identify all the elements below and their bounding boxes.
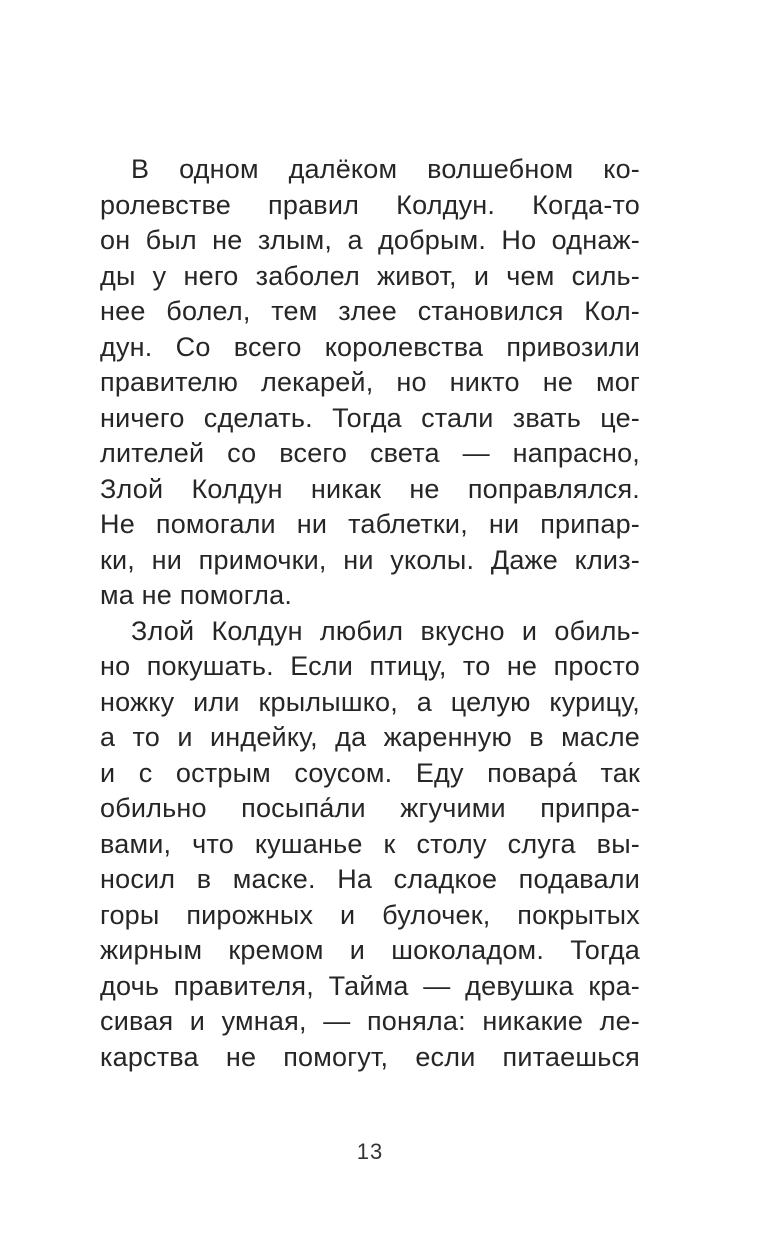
text-line: В одном далёком волшебном ко- [131, 154, 640, 184]
text-line: карства не помогут, если питаешься [100, 1041, 640, 1072]
text-line: нее болел, тем злее становился Кол- [100, 296, 640, 326]
text-line: ки, ни примочки, ни уколы. Даже клиз- [100, 544, 640, 575]
text-line: ды у него заболел живот, и чем силь- [100, 260, 640, 291]
text-line: сивая и умная, — поняла: никакие ле- [100, 1006, 640, 1036]
text-line-paragraph-start: Злой Колдун любил вкусно и обиль- [131, 615, 640, 646]
text-line: дочь правителя, Тайма — девушка кра- [100, 970, 640, 1001]
text-line: лителей со всего света — напрасно, [100, 438, 640, 468]
text-line: жирным кремом и шоколадом. Тогда [100, 935, 640, 965]
text-line: ничего сделать. Тогда стали звать це- [100, 402, 640, 433]
text-line: но покушать. Если птицу, то не просто [100, 651, 640, 681]
page-text-block [100, 152, 640, 1075]
text-line: Не помогали ни таблетки, ни припар- [100, 509, 640, 539]
text-line: вами, что кушанье к столу слуга вы- [100, 828, 640, 859]
text-line: обильно посыпа́ли жгучими припра- [100, 793, 640, 823]
page-number: 13 [356, 1139, 384, 1164]
text-line: он был не злым, а добрым. Но однаж- [100, 225, 640, 255]
text-line: ролевстве правил Колдун. Когда-то [100, 189, 640, 220]
text-line: а то и индейку, да жаренную в масле [100, 722, 640, 752]
text-line: Злой Колдун никак не поправлялся. [100, 473, 640, 504]
text-line: ножку или крылышко, а целую курицу, [100, 686, 640, 717]
text-line: дун. Со всего королевства привозили [100, 331, 640, 362]
text-line-paragraph-end: ма не помогла. [100, 580, 293, 610]
text-line: правителю лекарей, но никто не мог [100, 367, 640, 397]
text-line: горы пирожных и булочек, покрытых [100, 899, 640, 930]
text-line: носил в маске. На сладкое подавали [100, 864, 640, 894]
text-line: и с острым соусом. Еду повара́ так [100, 757, 640, 788]
